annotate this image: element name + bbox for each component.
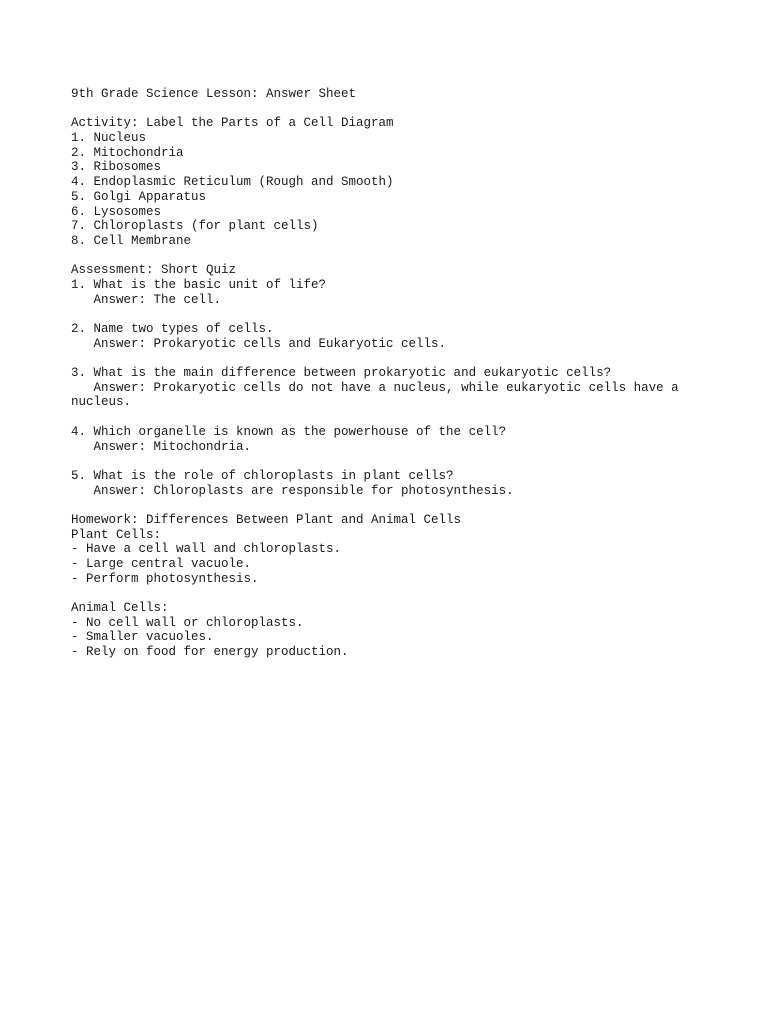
quiz-question: 5. What is the role of chloroplasts in plant cells? [71, 468, 454, 483]
spacer [71, 249, 711, 264]
quiz-answer: Answer: Mitochondria. [71, 439, 252, 454]
quiz-answer: Answer: Prokaryotic cells and Eukaryotic cells. [71, 336, 447, 351]
animal-cells-item: - Smaller vacuoles. [71, 630, 214, 645]
activity-item: 8. Cell Membrane [71, 233, 192, 248]
quiz-answer: Answer: Chloroplasts are responsible for photosynthesis. [71, 483, 514, 498]
answer-sheet-document [71, 87, 711, 660]
activity-item: 2. Mitochondria [71, 145, 184, 160]
activity-item: 1. Nucleus [71, 131, 147, 146]
spacer [71, 498, 711, 513]
quiz-answer: Answer: Prokaryotic cells do not have a nucleus, while eukaryotic cells have a [71, 380, 679, 395]
quiz-question: 4. Which organelle is known as the powerhouse of the cell? [71, 424, 507, 439]
animal-cells-item: - No cell wall or chloroplasts. [71, 615, 304, 630]
activity-item: 6. Lysosomes [71, 204, 162, 219]
spacer [71, 102, 711, 117]
plant-cells-item: - Have a cell wall and chloroplasts. [71, 542, 342, 557]
quiz-question: 3. What is the main difference between prokaryotic and eukaryotic cells? [71, 366, 612, 381]
quiz-question: 2. Name two types of cells. [71, 322, 274, 336]
spacer [71, 307, 711, 322]
quiz-question: 1. What is the basic unit of life? [71, 277, 327, 292]
activity-item: 4. Endoplasmic Reticulum (Rough and Smooth) [71, 175, 394, 190]
plant-cells-item: - Large central vacuole. [71, 557, 252, 571]
activity-item: 5. Golgi Apparatus [71, 189, 207, 204]
activity-item: 3. Ribosomes [71, 160, 162, 175]
spacer [71, 586, 711, 601]
animal-cells-heading: Animal Cells: [71, 601, 169, 616]
quiz-answer-continuation: nucleus. [71, 395, 132, 410]
assessment-heading: Assessment: Short Quiz [71, 263, 237, 278]
spacer [71, 454, 711, 469]
spacer [71, 351, 711, 366]
homework-heading: Homework: Differences Between Plant and Animal Cells [71, 512, 462, 527]
document-title: 9th Grade Science Lesson: Answer Sheet [71, 87, 357, 101]
quiz-answer: Answer: The cell. [71, 292, 222, 307]
plant-cells-item: - Perform photosynthesis. [71, 571, 259, 586]
plant-cells-heading: Plant Cells: [71, 527, 162, 542]
spacer [71, 410, 711, 425]
animal-cells-item: - Rely on food for energy production. [71, 645, 349, 660]
activity-item: 7. Chloroplasts (for plant cells) [71, 219, 319, 234]
activity-heading: Activity: Label the Parts of a Cell Diagram [71, 116, 394, 131]
